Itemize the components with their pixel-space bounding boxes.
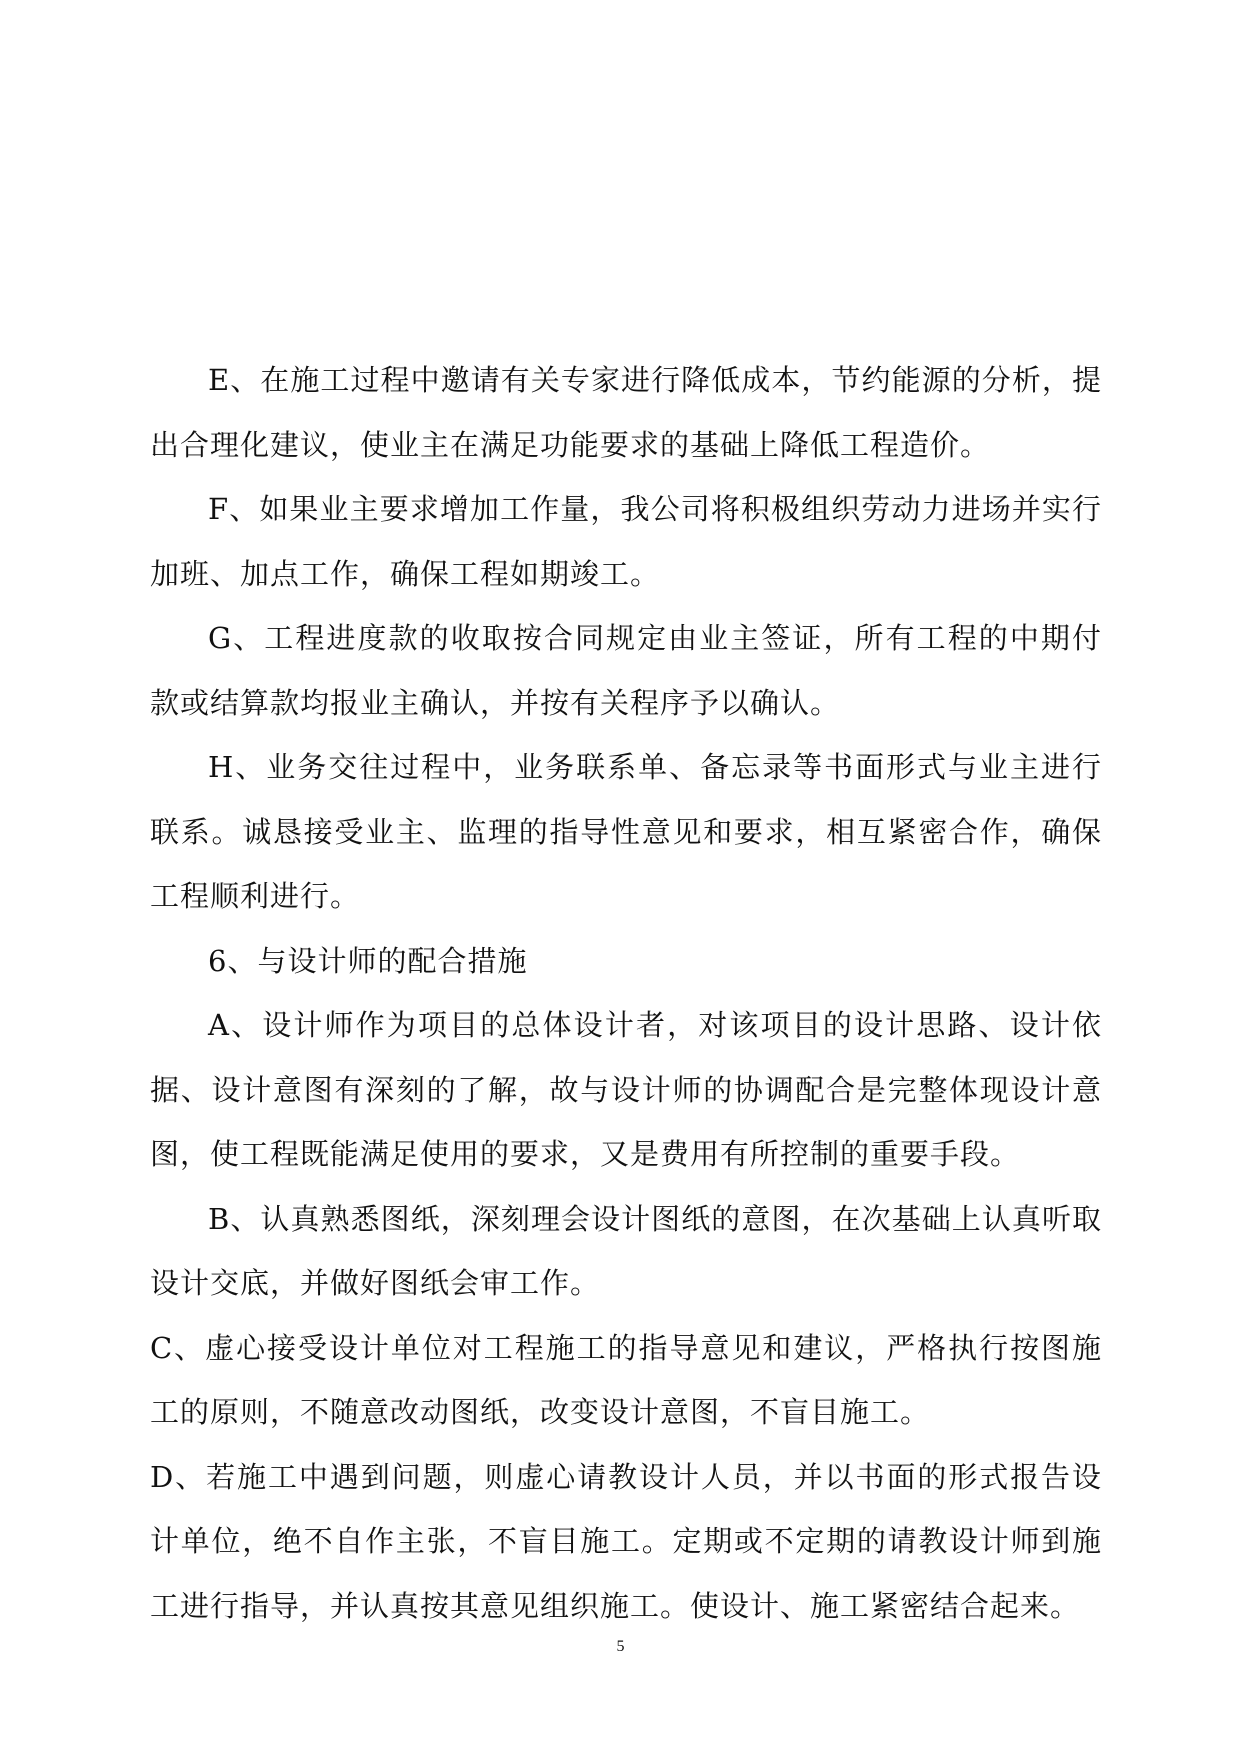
section-heading-designer-coordination: 6、与设计师的配合措施 [208, 943, 528, 978]
paragraph-f-additional-work: F、如果业主要求增加工作量，我公司将积极组织劳动力进场并实行加班、加点工作，确保工程如期竣工。 [150, 492, 1102, 591]
page-number: 5 [616, 1638, 625, 1655]
paragraph-e-cost-reduction: E、在施工过程中邀请有关专家进行降低成本，节约能源的分析，提出合理化建议，使业主在满足功能要求的基础上降低工程造价。 [150, 363, 1102, 462]
paragraph-b-drawing-review: B、认真熟悉图纸，深刻理会设计图纸的意图，在次基础上认真听取设计交底，并做好图纸会审工作。 [150, 1201, 1102, 1300]
paragraph-c-follow-design: C、虚心接受设计单位对工程施工的指导意见和建议，严格执行按图施工的原则，不随意改动图纸，改变设计意图，不盲目施工。 [150, 1330, 1102, 1429]
paragraph-a-designer-role: A、设计师作为项目的总体设计者，对该项目的设计思路、设计依据、设计意图有深刻的了解，故与设计师的协调配合是完整体现设计意图，使工程既能满足使用的要求，又是费用有所控制的重要手段。 [150, 1008, 1102, 1171]
paragraph-d-consult-designer: D、若施工中遇到问题，则虚心请教设计人员，并以书面的形式报告设计单位，绝不自作主张，不盲目施工。定期或不定期的请教设计师到施工进行指导，并认真按其意见组织施工。使设计、施工紧密结合起来。 [150, 1459, 1102, 1623]
paragraph-h-business-contact: H、业务交往过程中，业务联系单、备忘录等书面形式与业主进行联系。诚恳接受业主、监理的指导性意见和要求，相互紧密合作，确保工程顺利进行。 [150, 750, 1102, 913]
document-body [150, 348, 1102, 1638]
paragraph-g-progress-payment: G、工程进度款的收取按合同规定由业主签证，所有工程的中期付款或结算款均报业主确认，并按有关程序予以确认。 [150, 621, 1102, 720]
